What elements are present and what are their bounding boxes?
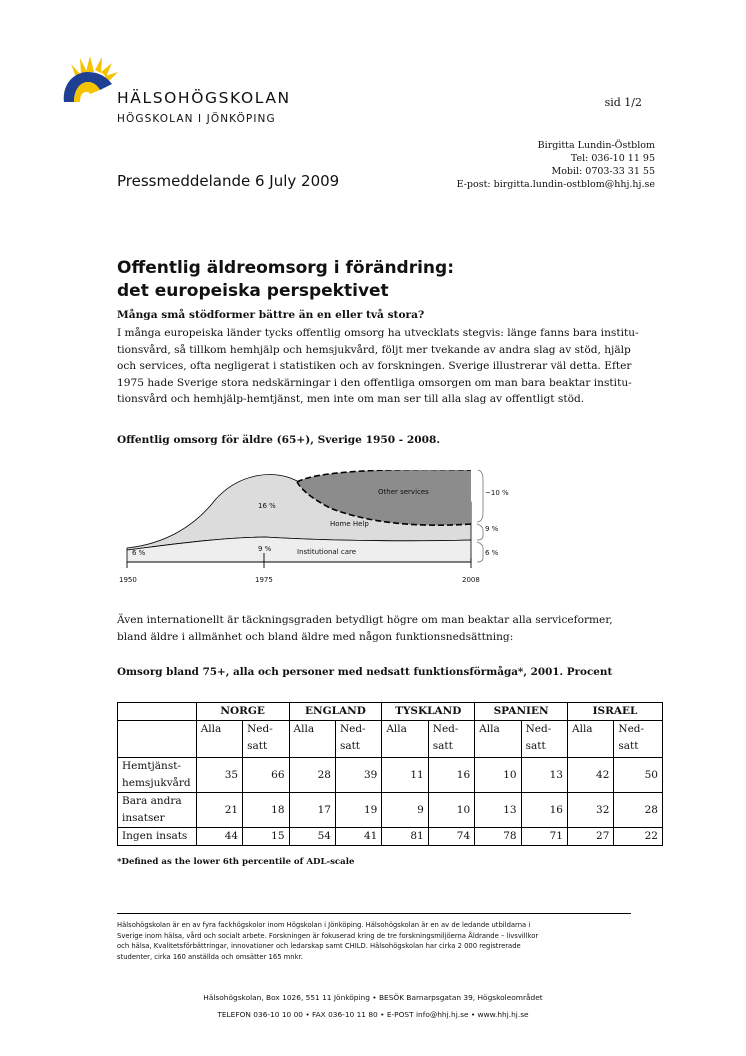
headline-line-1: Offentlig äldreomsorg i förändring:	[117, 258, 454, 278]
contact-mobile: Mobil: 0703-33 31 55	[551, 166, 655, 177]
table-row	[118, 793, 663, 828]
table-cell: 81	[382, 828, 428, 846]
table-cell: 18	[243, 793, 289, 828]
table-corner	[118, 721, 197, 758]
table-cell: 15	[243, 828, 289, 846]
table-cell: 17	[289, 793, 335, 828]
table-footnote: *Defined as the lower 6th percentile of ADL-scale	[117, 857, 355, 867]
body-paragraph-2	[117, 612, 613, 645]
table-row	[118, 828, 663, 846]
table-cell: 74	[428, 828, 474, 846]
country-header: TYSKLAND	[382, 703, 475, 721]
x-tick-label-1975: 1975	[255, 576, 273, 584]
body-paragraph	[117, 325, 639, 408]
table-cell: 50	[614, 758, 663, 793]
table-corner	[118, 703, 197, 721]
headline-line-2: det europeiska perspektivet	[117, 281, 389, 301]
subheader-alla: Alla	[568, 721, 614, 758]
label-home-help: Home Help	[330, 520, 369, 528]
contact-block	[457, 139, 655, 191]
table-cell: 35	[196, 758, 242, 793]
about-line: Sverige inom hälsa, vård och socialt arbete. Forskningen är fokuserad kring de tre forskningsmiljöerna Åldrande – livsvillkor	[117, 931, 539, 940]
org-subtitle: HÖGSKOLAN I JÖNKÖPING	[117, 113, 276, 125]
row-label: Bara andra insatser	[118, 793, 197, 828]
table-cell: 10	[428, 793, 474, 828]
table-cell: 54	[289, 828, 335, 846]
body-line: bland äldre i allmänhet och bland äldre med någon funktionsnedsättning:	[117, 630, 514, 643]
table-cell: 13	[475, 793, 521, 828]
footer-address: Hälsohögskolan, Box 1026, 551 11 Jönköping • BESÖK Barnarpsgatan 39, Högskoleområdet	[203, 993, 543, 1002]
about-text	[117, 920, 631, 962]
subheader-nedsatt: Ned- satt	[243, 721, 289, 758]
table-cell: 44	[196, 828, 242, 846]
label-right-top: ~10 %	[485, 489, 509, 497]
table-cell: 27	[568, 828, 614, 846]
subheader-nedsatt: Ned- satt	[428, 721, 474, 758]
label-home-1975: 16 %	[258, 502, 276, 510]
country-header: ISRAEL	[568, 703, 663, 721]
table-cell: 71	[521, 828, 567, 846]
about-line: Hälsohögskolan är en av fyra fackhögskolor inom Högskolan i Jönköping. Hälsohögskolan är en av de ledande utbildarna i	[117, 921, 531, 929]
subheader-alla: Alla	[475, 721, 521, 758]
table-header-countries	[118, 703, 663, 721]
row-label: Ingen insats	[118, 828, 197, 846]
table-cell: 11	[382, 758, 428, 793]
label-right-mid: 9 %	[485, 525, 499, 533]
page-number: sid 1/2	[604, 96, 642, 109]
subheader-alla: Alla	[382, 721, 428, 758]
table-title: Omsorg bland 75+, alla och personer med nedsatt funktionsförmåga*, 2001. Procent	[117, 666, 613, 678]
label-inst-1950: 6 %	[132, 549, 146, 557]
table-cell: 78	[475, 828, 521, 846]
bracket-top	[477, 470, 483, 522]
country-header: ENGLAND	[289, 703, 382, 721]
headline	[117, 257, 454, 303]
subheader-nedsatt: Ned- satt	[521, 721, 567, 758]
care-table	[117, 702, 663, 846]
contact-name: Birgitta Lundin-Östblom	[537, 140, 655, 151]
table-cell: 42	[568, 758, 614, 793]
country-header: NORGE	[196, 703, 289, 721]
logo-sunflower	[60, 50, 122, 106]
body-line: tionsvård och hemhjälp-hemtjänst, men inte om man ser till alla slag av offentligt stöd.	[117, 393, 585, 405]
chart-title: Offentlig omsorg för äldre (65+), Sverige 1950 - 2008.	[117, 434, 441, 446]
table-cell: 13	[521, 758, 567, 793]
label-other-services: Other services	[378, 488, 429, 496]
table-cell: 28	[614, 793, 663, 828]
body-line: Även internationellt är täckningsgraden betydligt högre om man beaktar alla serviceformer,	[117, 614, 613, 626]
subheader-alla: Alla	[196, 721, 242, 758]
body-line: tionsvård, så tillkom hemhjälp och hemsjukvård, följt mer tvekande av andra slag av stöd, hjälp	[117, 343, 631, 356]
org-name: HÄLSOHÖGSKOLAN	[117, 89, 291, 107]
table-cell: 39	[335, 758, 381, 793]
label-institutional-care: Institutional care	[297, 548, 357, 556]
footer-contact: TELEFON 036-10 10 00 • FAX 036-10 11 80 • E-POST info@hhj.hj.se • www.hhj.hj.se	[217, 1010, 529, 1019]
country-header: SPANIEN	[475, 703, 568, 721]
body-line: I många europeiska länder tycks offentlig omsorg ha utvecklats stegvis: länge fanns bara institu-	[117, 327, 639, 339]
about-line: studenter, cirka 160 anställda och omsätter 165 mnkr.	[117, 952, 303, 961]
about-line: och hälsa, Kvalitetsförbättringar, innovationer och ledarskap samt CHILD. Hälsohögskolan har cirka 2 000 registrerade	[117, 942, 521, 950]
table-cell: 21	[196, 793, 242, 828]
table-cell: 16	[428, 758, 474, 793]
table-cell: 66	[243, 758, 289, 793]
table-header-sub	[118, 721, 663, 758]
divider	[117, 913, 631, 914]
bracket-mid	[477, 524, 483, 540]
body-line: och services, ofta negligerat i statistiken och av forskningen. Sverige illustrerar väl detta. Efter	[117, 360, 632, 372]
subheader-nedsatt: Ned- satt	[614, 721, 663, 758]
table-cell: 41	[335, 828, 381, 846]
area-chart	[115, 470, 515, 588]
subheader-nedsatt: Ned- satt	[335, 721, 381, 758]
subheader-alla: Alla	[289, 721, 335, 758]
table-cell: 16	[521, 793, 567, 828]
press-release-date: Pressmeddelande 6 July 2009	[117, 172, 340, 190]
row-label: Hemtjänst- hemsjukvård	[118, 758, 197, 793]
body-line: 1975 hade Sverige stora nedskärningar i den offentliga omsorgen om man bara beaktar institu-	[117, 376, 632, 389]
x-tick-label-1950: 1950	[119, 576, 137, 584]
table-cell: 22	[614, 828, 663, 846]
table-cell: 32	[568, 793, 614, 828]
bracket-low	[477, 542, 483, 562]
x-tick-label-2008: 2008	[462, 576, 480, 584]
label-inst-1975: 9 %	[258, 545, 272, 553]
table-cell: 19	[335, 793, 381, 828]
table-row	[118, 758, 663, 793]
contact-email: E-post: birgitta.lundin-ostblom@hhj.hj.se	[456, 179, 655, 190]
contact-tel: Tel: 036-10 11 95	[570, 153, 655, 164]
table-cell: 9	[382, 793, 428, 828]
table-cell: 10	[475, 758, 521, 793]
subheading: Många små stödformer bättre än en eller två stora?	[117, 309, 425, 321]
table-cell: 28	[289, 758, 335, 793]
label-right-low: 6 %	[485, 549, 499, 557]
